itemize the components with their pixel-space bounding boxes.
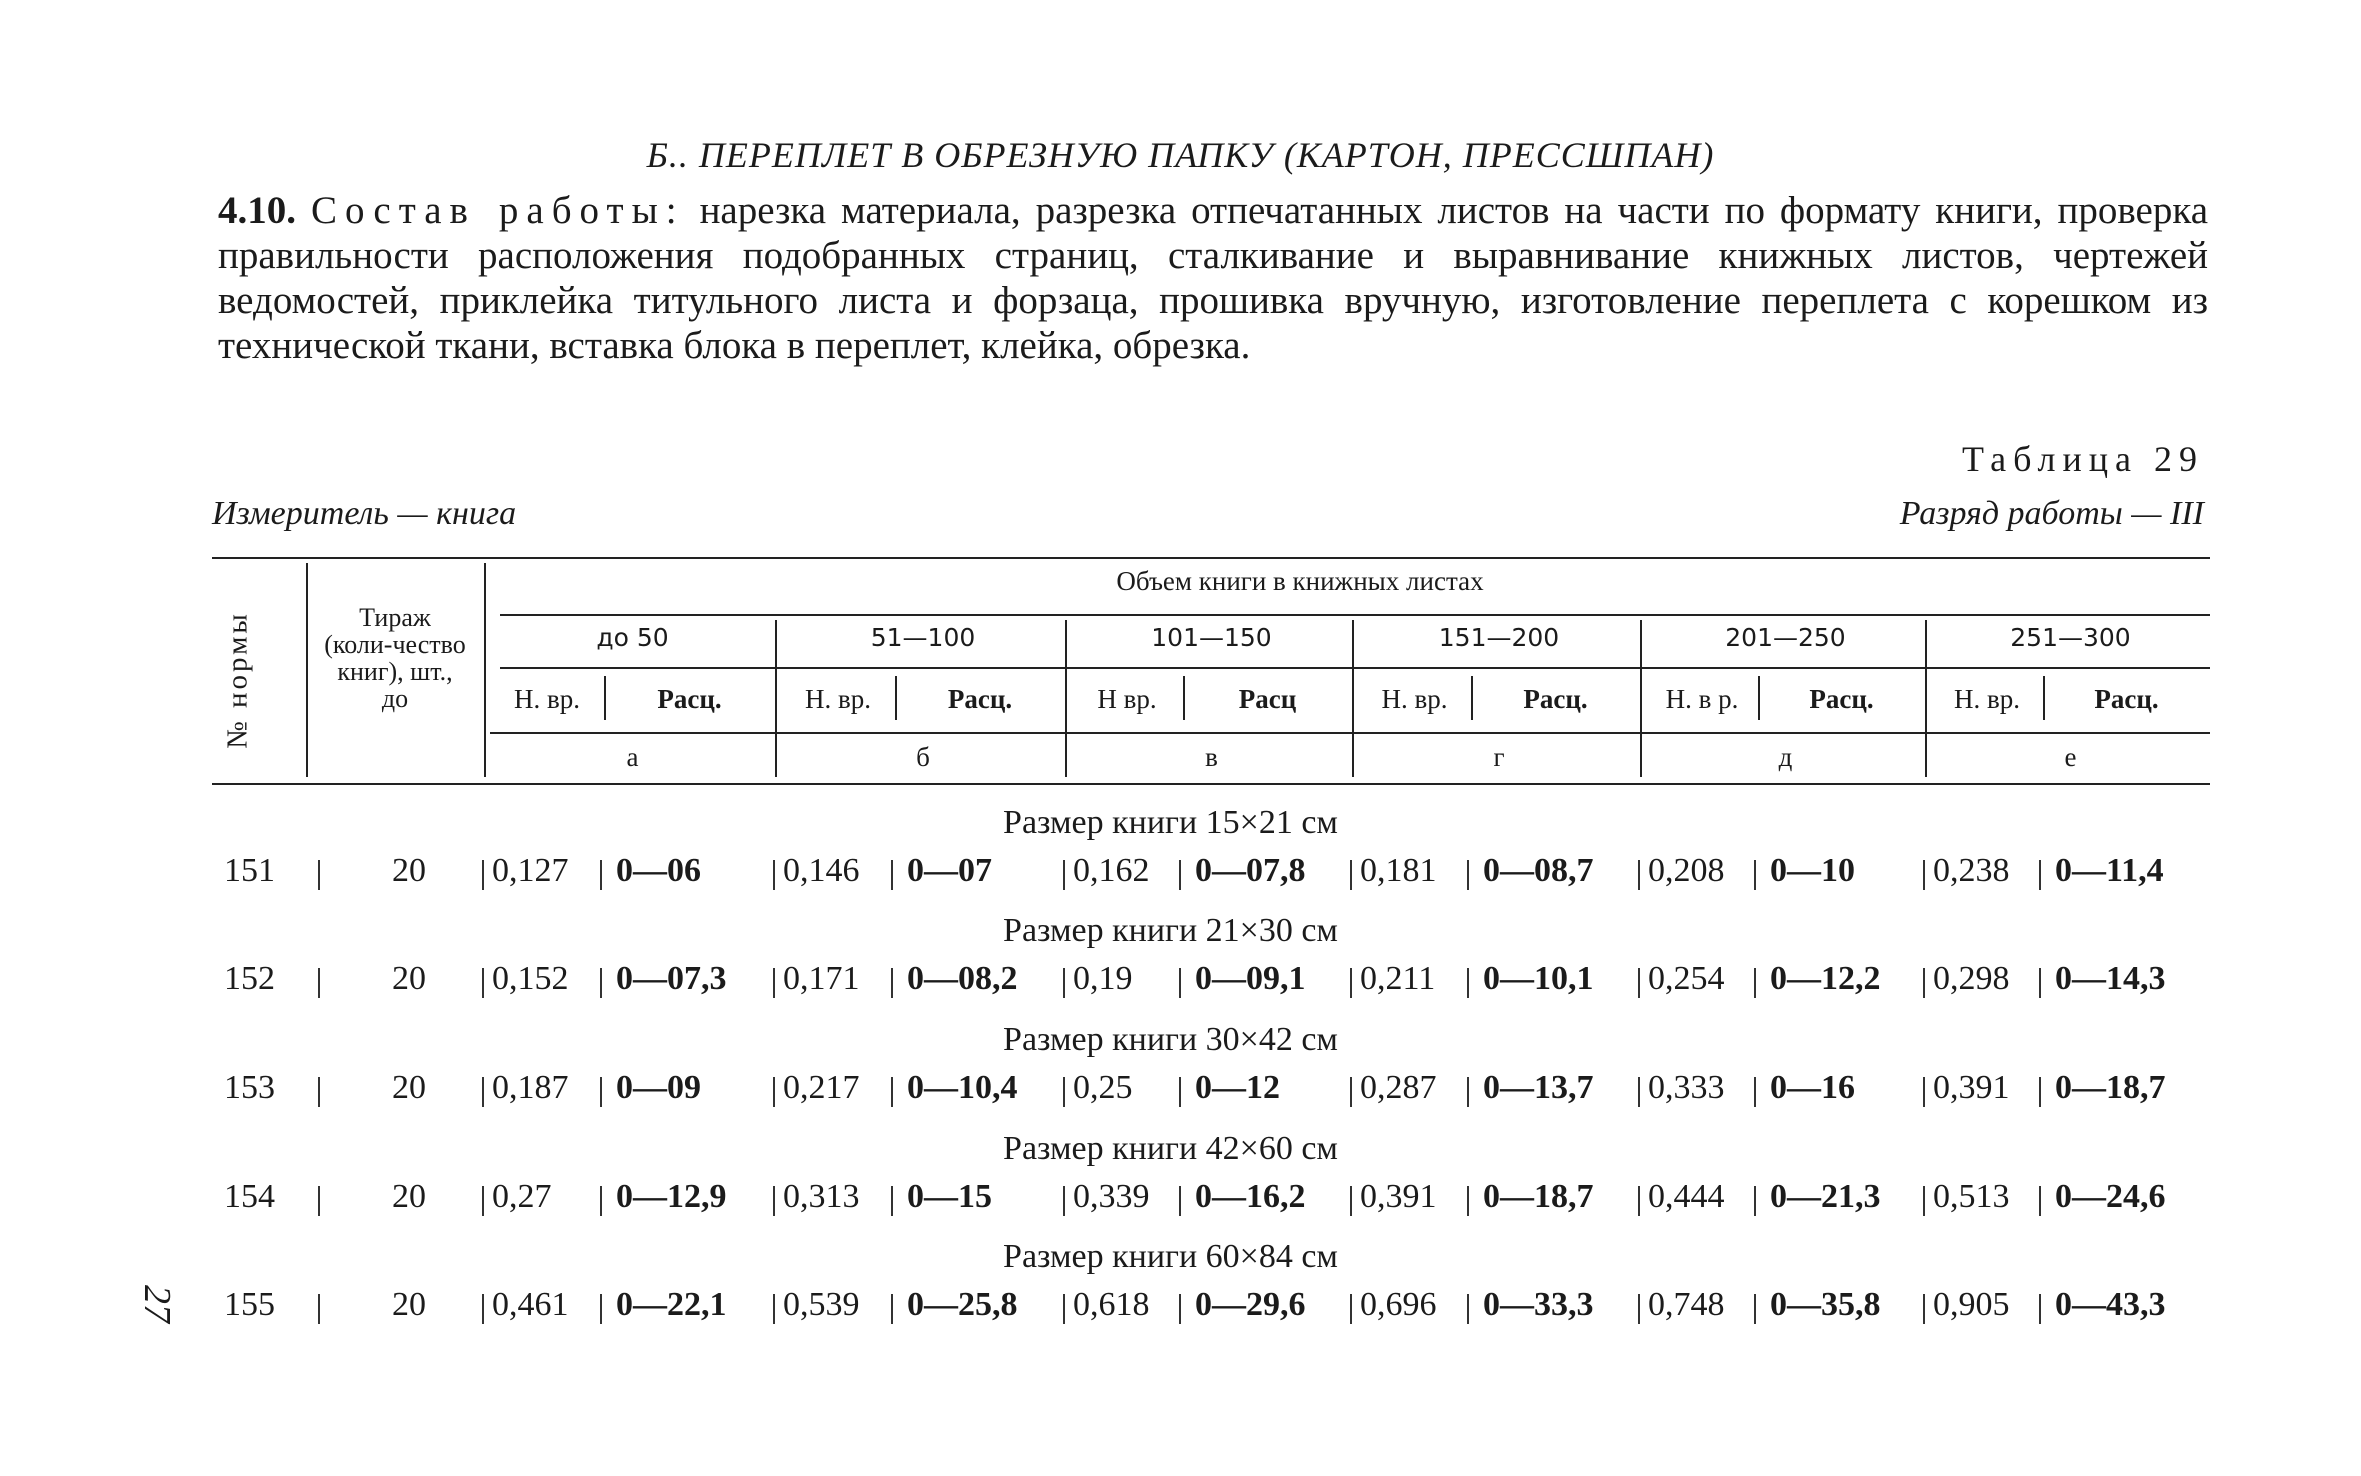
col-rule-tirazh bbox=[484, 563, 486, 777]
cell-divider bbox=[1350, 1294, 1352, 1324]
norm-time-value: 0,391 bbox=[1360, 1178, 1437, 1215]
cell-divider bbox=[1923, 860, 1925, 890]
cell-divider bbox=[773, 1186, 775, 1216]
rate-value: 0—12,2 bbox=[1770, 960, 1881, 997]
norm-time-value: 0,298 bbox=[1933, 960, 2010, 997]
rate-value: 0—35,8 bbox=[1770, 1286, 1881, 1323]
group-range-header: 251—300 bbox=[2010, 623, 2131, 652]
group-range-header: 201—250 bbox=[1725, 623, 1846, 652]
norm-time-value: 0,333 bbox=[1648, 1069, 1725, 1106]
group-range-header: до 50 bbox=[596, 623, 669, 652]
norm-time-header: Н вр. bbox=[1097, 684, 1157, 714]
column-letter: а bbox=[626, 742, 639, 772]
norm-number-header: № нормы bbox=[221, 611, 254, 749]
norm-time-value: 0,313 bbox=[783, 1178, 860, 1215]
norm-time-value: 0,217 bbox=[783, 1069, 860, 1106]
rate-value: 0—07,3 bbox=[616, 960, 727, 997]
norm-time-header: Н. вр. bbox=[1381, 684, 1448, 714]
cell-divider bbox=[1923, 1186, 1925, 1216]
rate-value: 0—09 bbox=[616, 1069, 701, 1106]
cell-divider bbox=[1638, 1077, 1640, 1107]
norm-time-value: 0,162 bbox=[1073, 852, 1150, 889]
rate-header: Расц. bbox=[947, 684, 1013, 714]
norm-time-value: 0,539 bbox=[783, 1286, 860, 1323]
table-row bbox=[0, 1069, 2361, 1115]
cell-divider bbox=[482, 968, 484, 998]
cell-divider bbox=[1350, 860, 1352, 890]
norm-time-value: 0,696 bbox=[1360, 1286, 1437, 1323]
rate-value: 0—11,4 bbox=[2055, 852, 2164, 889]
volume-subrule bbox=[500, 614, 2210, 616]
rate-value: 0—08,2 bbox=[907, 960, 1018, 997]
rate-value: 0—07,8 bbox=[1195, 852, 1306, 889]
group-range-header: 101—150 bbox=[1151, 623, 1272, 652]
col-rule-v bbox=[1065, 620, 1067, 777]
cell-divider bbox=[1063, 860, 1065, 890]
cell-divider bbox=[1350, 968, 1352, 998]
rate-value: 0—15 bbox=[907, 1178, 992, 1215]
tirazh-cell: 20 bbox=[392, 1286, 426, 1323]
cell-divider bbox=[1350, 1186, 1352, 1216]
norm-number-cell: 152 bbox=[224, 960, 275, 997]
cell-divider bbox=[1754, 968, 1756, 998]
norm-number-cell: 153 bbox=[224, 1069, 275, 1106]
rate-value: 0—21,3 bbox=[1770, 1178, 1881, 1215]
table-row bbox=[0, 960, 2361, 1006]
table-row bbox=[0, 852, 2361, 898]
column-letter: б bbox=[916, 742, 930, 772]
cell-divider bbox=[1467, 860, 1469, 890]
cell-divider bbox=[1754, 1186, 1756, 1216]
group-range-header: 51—100 bbox=[870, 623, 976, 652]
column-letter: д bbox=[1778, 742, 1793, 772]
norm-time-value: 0,211 bbox=[1360, 960, 1436, 997]
norm-number-cell: 155 bbox=[224, 1286, 275, 1323]
unit-subrule bbox=[490, 732, 2210, 734]
norm-time-value: 0,905 bbox=[1933, 1286, 2010, 1323]
cell-divider bbox=[1179, 1077, 1181, 1107]
rate-value: 0—10,1 bbox=[1483, 960, 1594, 997]
book-size-title: Размер книги 21×30 см bbox=[1003, 912, 1338, 949]
norm-time-value: 0,461 bbox=[492, 1286, 569, 1323]
rate-value: 0—07 bbox=[907, 852, 992, 889]
rate-value: 0—22,1 bbox=[616, 1286, 727, 1323]
rate-value: 0—16,2 bbox=[1195, 1178, 1306, 1215]
norm-time-value: 0,238 bbox=[1933, 852, 2010, 889]
norm-time-value: 0,27 bbox=[492, 1178, 552, 1215]
cell-divider bbox=[1063, 1077, 1065, 1107]
cell-divider bbox=[773, 1294, 775, 1324]
tirazh-cell: 20 bbox=[392, 960, 426, 997]
cell-divider bbox=[2039, 1077, 2041, 1107]
cell-divider bbox=[600, 1186, 602, 1216]
norm-time-header: Н. в р. bbox=[1665, 684, 1739, 714]
col-rule-norm bbox=[306, 563, 308, 777]
cell-divider bbox=[1467, 1294, 1469, 1324]
cell-divider bbox=[482, 860, 484, 890]
page-number: 27 bbox=[136, 1285, 178, 1323]
work-grade: Разряд работы — III bbox=[1899, 495, 2204, 532]
book-size-title: Размер книги 60×84 см bbox=[1003, 1238, 1338, 1275]
norm-time-header: Н. вр. bbox=[805, 684, 871, 714]
rate-value: 0—16 bbox=[1770, 1069, 1855, 1106]
col-rule-d bbox=[1640, 620, 1642, 777]
cell-divider bbox=[1179, 860, 1181, 890]
rate-value: 0—08,7 bbox=[1483, 852, 1594, 889]
norm-time-value: 0,748 bbox=[1648, 1286, 1725, 1323]
measure-unit: Измеритель — книга bbox=[212, 495, 517, 532]
norm-time-value: 0,287 bbox=[1360, 1069, 1437, 1106]
tirazh-header: Тираж (коли-чество книг), шт., до bbox=[324, 603, 466, 713]
cell-divider bbox=[318, 860, 320, 890]
cell-divider bbox=[318, 1186, 320, 1216]
volume-header: Объем книги в книжных листах bbox=[1116, 566, 1484, 596]
norm-number-cell: 151 bbox=[224, 852, 275, 889]
norm-time-value: 0,181 bbox=[1360, 852, 1437, 889]
cell-divider bbox=[1923, 1077, 1925, 1107]
col-rule-b bbox=[775, 620, 777, 777]
cell-divider bbox=[1638, 860, 1640, 890]
cell-divider bbox=[1063, 1186, 1065, 1216]
cell-divider bbox=[1467, 1077, 1469, 1107]
rate-value: 0—24,6 bbox=[2055, 1178, 2166, 1215]
cell-divider bbox=[773, 1077, 775, 1107]
cell-divider bbox=[318, 1077, 320, 1107]
rate-header: Расц. bbox=[2094, 684, 2159, 714]
cell-divider bbox=[891, 1077, 893, 1107]
rate-value: 0—18,7 bbox=[1483, 1178, 1594, 1215]
table-row bbox=[0, 1178, 2361, 1224]
norm-time-value: 0,152 bbox=[492, 960, 569, 997]
column-letter: в bbox=[1205, 742, 1218, 772]
column-letter: г bbox=[1493, 742, 1505, 772]
cell-divider bbox=[1923, 968, 1925, 998]
book-size-title: Размер книги 30×42 см bbox=[1003, 1021, 1338, 1058]
cell-divider bbox=[891, 1294, 893, 1324]
norm-number-cell: 154 bbox=[224, 1178, 275, 1215]
norm-time-value: 0,25 bbox=[1073, 1069, 1133, 1106]
tirazh-cell: 20 bbox=[392, 852, 426, 889]
cell-divider bbox=[1638, 1294, 1640, 1324]
cell-divider bbox=[1754, 1077, 1756, 1107]
book-size-title: Размер книги 15×21 см bbox=[1003, 804, 1338, 841]
cell-divider bbox=[1467, 1186, 1469, 1216]
cell-divider bbox=[318, 1294, 320, 1324]
paragraph-number: 4.10. bbox=[218, 189, 296, 232]
norm-time-value: 0,339 bbox=[1073, 1178, 1150, 1215]
norm-time-header: Н. вр. bbox=[514, 684, 580, 714]
rate-value: 0—14,3 bbox=[2055, 960, 2166, 997]
col-rule-e bbox=[1925, 620, 1927, 777]
rate-header: Расц bbox=[1238, 684, 1297, 714]
work-composition-paragraph bbox=[218, 188, 2208, 368]
rate-header: Расц. bbox=[1809, 684, 1874, 714]
rate-value: 0—33,3 bbox=[1483, 1286, 1594, 1323]
rate-value: 0—43,3 bbox=[2055, 1286, 2166, 1323]
table-caption: Таблица 29 bbox=[1962, 439, 2204, 479]
column-letter: е bbox=[2064, 742, 2077, 772]
paragraph-text: нарезка материала, разрезка отпечатанных листов на части по формату книги, проверка правильности расположения подобранных страниц, сталкивание и выравнивание книжных листов, чертежей ведомостей, приклейка титульного листа и форзаца, прошивка вручную, изготовление переплета с корешком из технической ткани, вставка блока в переплет, клейка, обрезка. bbox=[218, 189, 2209, 367]
norm-time-value: 0,19 bbox=[1073, 960, 1133, 997]
cell-divider bbox=[2039, 1294, 2041, 1324]
norm-time-value: 0,618 bbox=[1073, 1286, 1150, 1323]
cell-divider bbox=[891, 1186, 893, 1216]
tirazh-cell: 20 bbox=[392, 1178, 426, 1215]
norm-time-value: 0,254 bbox=[1648, 960, 1725, 997]
norm-time-value: 0,187 bbox=[492, 1069, 569, 1106]
cell-divider bbox=[1467, 968, 1469, 998]
rate-header: Расц. bbox=[1523, 684, 1588, 714]
norm-time-header: Н. вр. bbox=[1954, 684, 2020, 714]
rate-value: 0—18,7 bbox=[2055, 1069, 2166, 1106]
norm-time-value: 0,127 bbox=[492, 852, 569, 889]
cell-divider bbox=[600, 1077, 602, 1107]
cell-divider bbox=[600, 968, 602, 998]
cell-divider bbox=[1179, 1186, 1181, 1216]
cell-divider bbox=[1063, 968, 1065, 998]
cell-divider bbox=[773, 968, 775, 998]
rate-value: 0—09,1 bbox=[1195, 960, 1306, 997]
norm-time-value: 0,444 bbox=[1648, 1178, 1725, 1215]
cell-divider bbox=[2039, 1186, 2041, 1216]
cell-divider bbox=[891, 968, 893, 998]
table-row bbox=[0, 1286, 2361, 1332]
rate-value: 0—29,6 bbox=[1195, 1286, 1306, 1323]
cell-divider bbox=[1350, 1077, 1352, 1107]
rate-header: Расц. bbox=[657, 684, 722, 714]
norm-time-value: 0,146 bbox=[783, 852, 860, 889]
cell-divider bbox=[482, 1294, 484, 1324]
cell-divider bbox=[891, 860, 893, 890]
rate-value: 0—06 bbox=[616, 852, 701, 889]
section-heading: Б.. ПЕРЕПЛЕТ В ОБРЕЗНУЮ ПАПКУ (КАРТОН, ПРЕССШПАН) bbox=[646, 135, 1715, 175]
cell-divider bbox=[318, 968, 320, 998]
cell-divider bbox=[1179, 1294, 1181, 1324]
book-size-title: Размер книги 42×60 см bbox=[1003, 1130, 1338, 1167]
cell-divider bbox=[1754, 860, 1756, 890]
tirazh-cell: 20 bbox=[392, 1069, 426, 1106]
cell-divider bbox=[600, 860, 602, 890]
cell-divider bbox=[1179, 968, 1181, 998]
rate-value: 0—12,9 bbox=[616, 1178, 727, 1215]
rate-value: 0—25,8 bbox=[907, 1286, 1018, 1323]
cell-divider bbox=[2039, 860, 2041, 890]
rate-value: 0—13,7 bbox=[1483, 1069, 1594, 1106]
norm-time-value: 0,171 bbox=[783, 960, 860, 997]
paragraph-label: Состав работы: bbox=[310, 189, 685, 232]
rate-value: 0—12 bbox=[1195, 1069, 1280, 1106]
cell-divider bbox=[1638, 968, 1640, 998]
cell-divider bbox=[1638, 1186, 1640, 1216]
cell-divider bbox=[600, 1294, 602, 1324]
group-range-header: 151—200 bbox=[1438, 623, 1560, 652]
col-rule-g bbox=[1352, 620, 1354, 777]
cell-divider bbox=[482, 1077, 484, 1107]
cell-divider bbox=[1063, 1294, 1065, 1324]
rate-value: 0—10,4 bbox=[907, 1069, 1018, 1106]
norm-time-value: 0,391 bbox=[1933, 1069, 2010, 1106]
cell-divider bbox=[2039, 968, 2041, 998]
cell-divider bbox=[773, 860, 775, 890]
table-top-rule bbox=[212, 557, 2210, 559]
norm-time-value: 0,513 bbox=[1933, 1178, 2010, 1215]
norm-time-value: 0,208 bbox=[1648, 852, 1725, 889]
cell-divider bbox=[1923, 1294, 1925, 1324]
table-header-bottom-rule bbox=[212, 783, 2210, 785]
rate-value: 0—10 bbox=[1770, 852, 1855, 889]
cell-divider bbox=[1754, 1294, 1756, 1324]
range-subrule bbox=[500, 667, 2210, 669]
cell-divider bbox=[482, 1186, 484, 1216]
